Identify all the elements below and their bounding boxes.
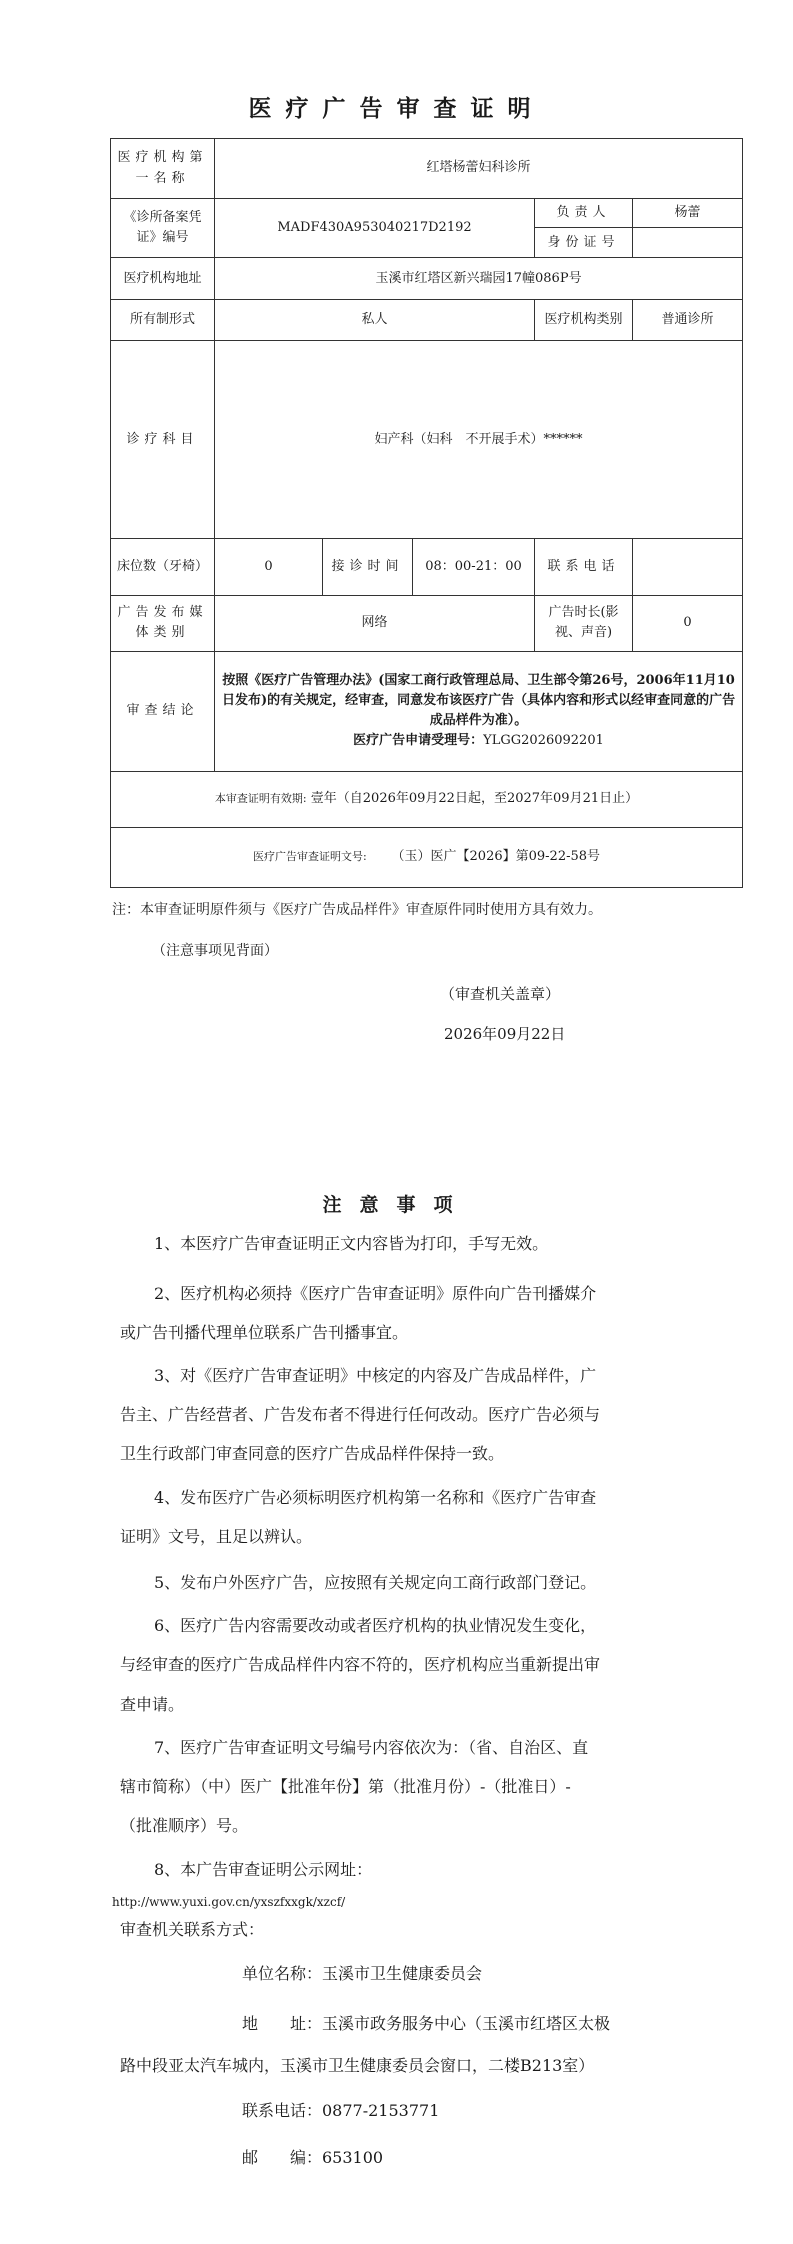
dept-value: 妇产科（妇科 不开展手术）****** xyxy=(215,341,743,539)
dept-label: 诊疗科目 xyxy=(111,341,215,539)
notice-line: 2、医疗机构必须持《医疗广告审查证明》原件向广告刊播媒介 xyxy=(154,1284,597,1303)
media-label: 广告发布媒体类别 xyxy=(111,595,215,651)
public-url-link[interactable]: http://www.yuxi.gov.cn/yxszfxxgk/xzcf/ xyxy=(112,1895,346,1909)
docno-value: （玉）医广【2026】第09-22-58号 xyxy=(391,849,601,865)
validity-row xyxy=(111,771,743,827)
seal-placeholder: （审查机关盖章） xyxy=(440,985,561,1003)
notice-line: 联系电话：0877-2153771 xyxy=(242,2101,440,2120)
notice-line: 审查机关联系方式： xyxy=(120,1920,265,1939)
record-label: 《诊所备案凭证》编号 xyxy=(111,199,215,258)
hours-value: 08：00-21：00 xyxy=(413,539,535,595)
phone-label: 联系电话 xyxy=(535,539,633,595)
notice-line: 路中段亚太汽车城内，玉溪市卫生健康委员会窗口，二楼B213室） xyxy=(120,2056,595,2075)
notice-line: 卫生行政部门审查同意的医疗广告成品样件保持一致。 xyxy=(120,1444,505,1463)
ownership-value: 私人 xyxy=(215,300,535,341)
validity-label: 本审查证明有效期: xyxy=(214,792,307,806)
id-value xyxy=(633,228,743,258)
notice-line: （批准顺序）号。 xyxy=(120,1816,249,1835)
media-value: 网络 xyxy=(215,595,535,651)
conclusion-text xyxy=(215,651,743,771)
notice-line: 证明》文号，且足以辨认。 xyxy=(120,1527,313,1546)
docno-row xyxy=(111,827,743,887)
notice-line: 单位名称：玉溪市卫生健康委员会 xyxy=(242,1964,483,1983)
address-label: 医疗机构地址 xyxy=(111,258,215,300)
notice-line: 邮 编：653100 xyxy=(242,2148,384,2167)
seal-date: 2026年09月22日 xyxy=(444,1025,566,1043)
notice-line: 与经审查的医疗广告成品样件内容不符的，医疗机构应当重新提出审 xyxy=(120,1655,601,1674)
conclusion-label: 审查结论 xyxy=(111,651,215,771)
inst-name-value: 红塔杨蕾妇科诊所 xyxy=(215,139,743,199)
notice-line: 告主、广告经营者、广告发布者不得进行任何改动。医疗广告必须与 xyxy=(120,1405,601,1424)
address-value: 玉溪市红塔区新兴瑞园17幢086P号 xyxy=(215,258,743,300)
conclusion-app-label: 医疗广告申请受理号： xyxy=(353,733,484,749)
notice-line: 7、医疗广告审查证明文号编号内容依次为：（省、自治区、直 xyxy=(154,1738,589,1757)
notice-line: 或广告刊播代理单位联系广告刊播事宜。 xyxy=(120,1323,409,1342)
notice-line: 8、本广告审查证明公示网址： xyxy=(154,1860,373,1879)
notice-line: 4、发布医疗广告必须标明医疗机构第一名称和《医疗广告审查 xyxy=(154,1488,597,1507)
validity-value: 壹年（自2026年09月22日起，至2027年09月21日止） xyxy=(310,791,639,807)
notice-line: 5、发布户外医疗广告，应按照有关规定向工商行政部门登记。 xyxy=(154,1573,597,1592)
conclusion-app-value: YLGG2026092201 xyxy=(483,733,604,749)
beds-value: 0 xyxy=(215,539,323,595)
duration-value: 0 xyxy=(633,595,743,651)
person-label: 负责人 xyxy=(535,199,633,228)
hours-label: 接诊时间 xyxy=(323,539,413,595)
person-value: 杨蕾 xyxy=(633,199,743,228)
phone-value xyxy=(633,539,743,595)
id-label: 身份证号 xyxy=(535,228,633,258)
category-value: 普通诊所 xyxy=(633,300,743,341)
see-back-note: （注意事项见背面） xyxy=(152,943,278,959)
notice-line: 1、本医疗广告审查证明正文内容皆为打印，手写无效。 xyxy=(154,1234,549,1253)
notice-line: 辖市简称）（中）医广【批准年份】第（批准月份）-（批准日）- xyxy=(120,1777,571,1796)
duration-label: 广告时长(影视、声音) xyxy=(535,595,633,651)
notice-line: 查申请。 xyxy=(120,1695,185,1714)
docno-label: 医疗广告审查证明文号: xyxy=(253,850,367,864)
certificate-title: 医疗广告审查证明 xyxy=(248,95,545,122)
beds-label: 床位数（牙椅） xyxy=(111,539,215,595)
notice-title: 注意事项 xyxy=(322,1194,471,1216)
validity-note: 注：本审查证明原件须与《医疗广告成品样件》审查原件同时使用方具有效力。 xyxy=(112,902,602,918)
ownership-label: 所有制形式 xyxy=(111,300,215,341)
notice-line: 地 址：玉溪市政务服务中心（玉溪市红塔区太极 xyxy=(242,2014,611,2033)
category-label: 医疗机构类别 xyxy=(535,300,633,341)
notice-line: 3、对《医疗广告审查证明》中核定的内容及广告成品样件，广 xyxy=(154,1366,597,1385)
notice-line: 6、医疗广告内容需要改动或者医疗机构的执业情况发生变化， xyxy=(154,1616,597,1635)
certificate-table xyxy=(110,138,743,888)
conclusion-body: 按照《医疗广告管理办法》(国家工商行政管理总局、卫生部令第26号，2006年11月10日发布)的有关规定，经审查，同意发布该医疗广告（具体内容和形式以经审查同意的广告成品样件为准）。 xyxy=(221,672,736,729)
record-value: MADF430A953040217D2192 xyxy=(215,199,535,258)
inst-name-label: 医疗机构第一名称 xyxy=(111,139,215,199)
